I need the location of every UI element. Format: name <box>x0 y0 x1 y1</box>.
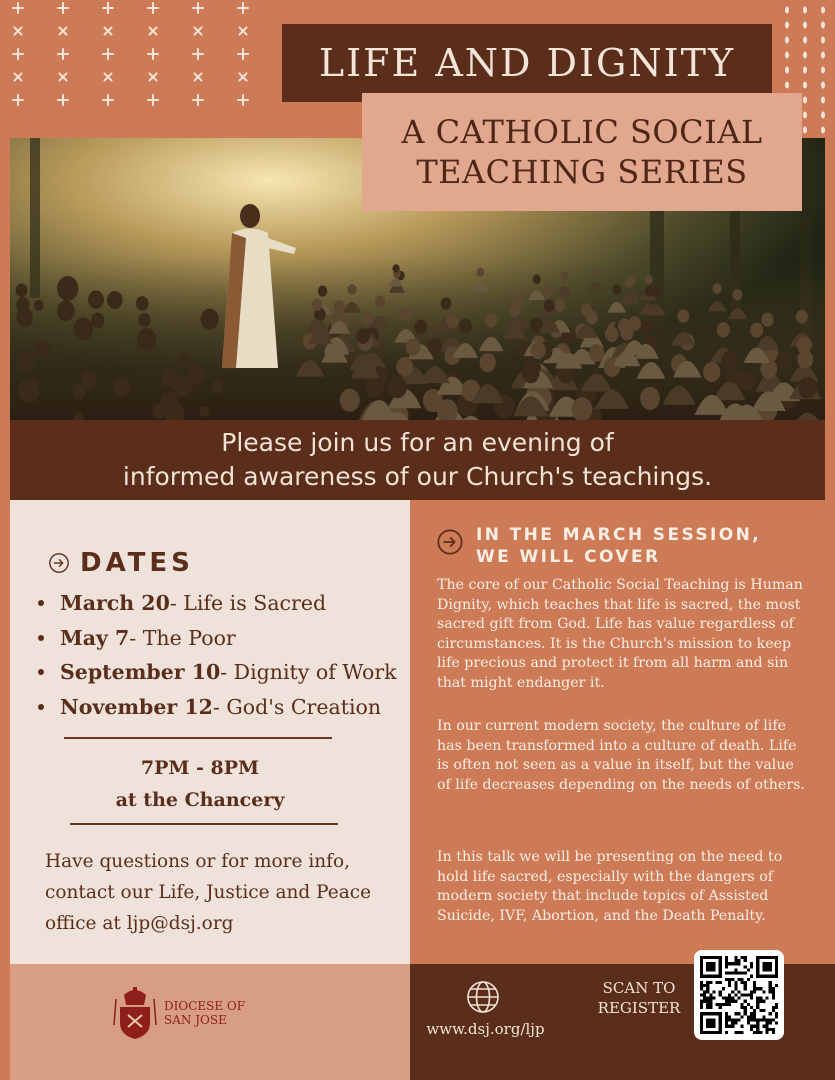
dates-heading-label: DATES <box>80 548 194 578</box>
scan-line-2: REGISTER <box>597 999 681 1017</box>
date-item <box>38 586 397 621</box>
dates-heading <box>48 548 194 578</box>
dates-list <box>38 586 397 724</box>
scan-line-1: SCAN TO <box>602 979 676 997</box>
session-paragraph-2: In our current modern society, the culture of life has been transformed into a culture of death. Life is often not seen as a value in itself, but the value of life decreases depending on the needs of others. <box>437 718 805 793</box>
subtitle-line-2: TEACHING SERIES <box>416 153 748 191</box>
session-heading-line-1: IN THE MARCH SESSION, <box>476 525 762 545</box>
invitation-banner <box>10 420 825 500</box>
title-box <box>282 24 772 102</box>
circle-arrow-icon <box>48 552 70 574</box>
date-label: November 12 <box>60 694 213 719</box>
session-heading <box>436 524 761 568</box>
date-topic: - Dignity of Work <box>220 660 397 685</box>
divider <box>70 823 338 825</box>
scan-to-register <box>594 978 684 1018</box>
divider <box>64 737 332 739</box>
logo-line-1: DIOCESE OF <box>164 999 246 1013</box>
page-title: LIFE AND DIGNITY <box>318 41 736 85</box>
diocese-crest-icon <box>112 985 158 1041</box>
globe-icon <box>466 980 500 1014</box>
event-place: at the Chancery <box>115 789 285 811</box>
date-item <box>38 621 397 656</box>
logo-line-2: SAN JOSE <box>164 1013 227 1027</box>
date-topic: - Life is Sacred <box>169 591 327 616</box>
diocese-logo <box>112 985 245 1041</box>
subtitle-line-1: A CATHOLIC SOCIAL <box>401 113 763 151</box>
date-topic: - God's Creation <box>212 694 382 719</box>
date-item <box>38 655 397 690</box>
session-heading-line-2: WE WILL COVER <box>476 547 661 567</box>
contact-info: Have questions or for more info, contact our Life, Justice and Peace office at ljp@dsj.org <box>45 851 372 934</box>
session-paragraph-3: In this talk we will be presenting on the need to hold life sacred, especially with the dangers of modern society that include topics of Assisted Suicide, IVF, Abortion, and the Death Penalty. <box>437 849 783 924</box>
date-label: March 20 <box>60 591 170 616</box>
session-paragraph-1: The core of our Catholic Social Teaching is Human Dignity, which teaches that life is sacred, the most sacred gift from God. Life has value regardless of circumstances. It is the Church's mission to keep life precious and protect it from all harm and sin that might endanger it. <box>437 577 803 691</box>
date-topic: - The Poor <box>129 625 236 650</box>
banner-line-2: informed awareness of our Church's teachings. <box>122 462 713 491</box>
qr-code[interactable] <box>694 950 784 1040</box>
cross-pattern-decoration <box>0 0 250 110</box>
banner-line-1: Please join us for an evening of <box>221 428 614 457</box>
subtitle-box <box>362 93 802 211</box>
date-label: May 7 <box>60 625 130 650</box>
event-time: 7PM - 8PM <box>140 757 260 779</box>
website-link[interactable]: www.dsj.org/ljp <box>426 1020 545 1038</box>
date-label: September 10 <box>60 660 221 685</box>
circle-arrow-icon <box>436 528 464 556</box>
date-item <box>38 690 397 725</box>
